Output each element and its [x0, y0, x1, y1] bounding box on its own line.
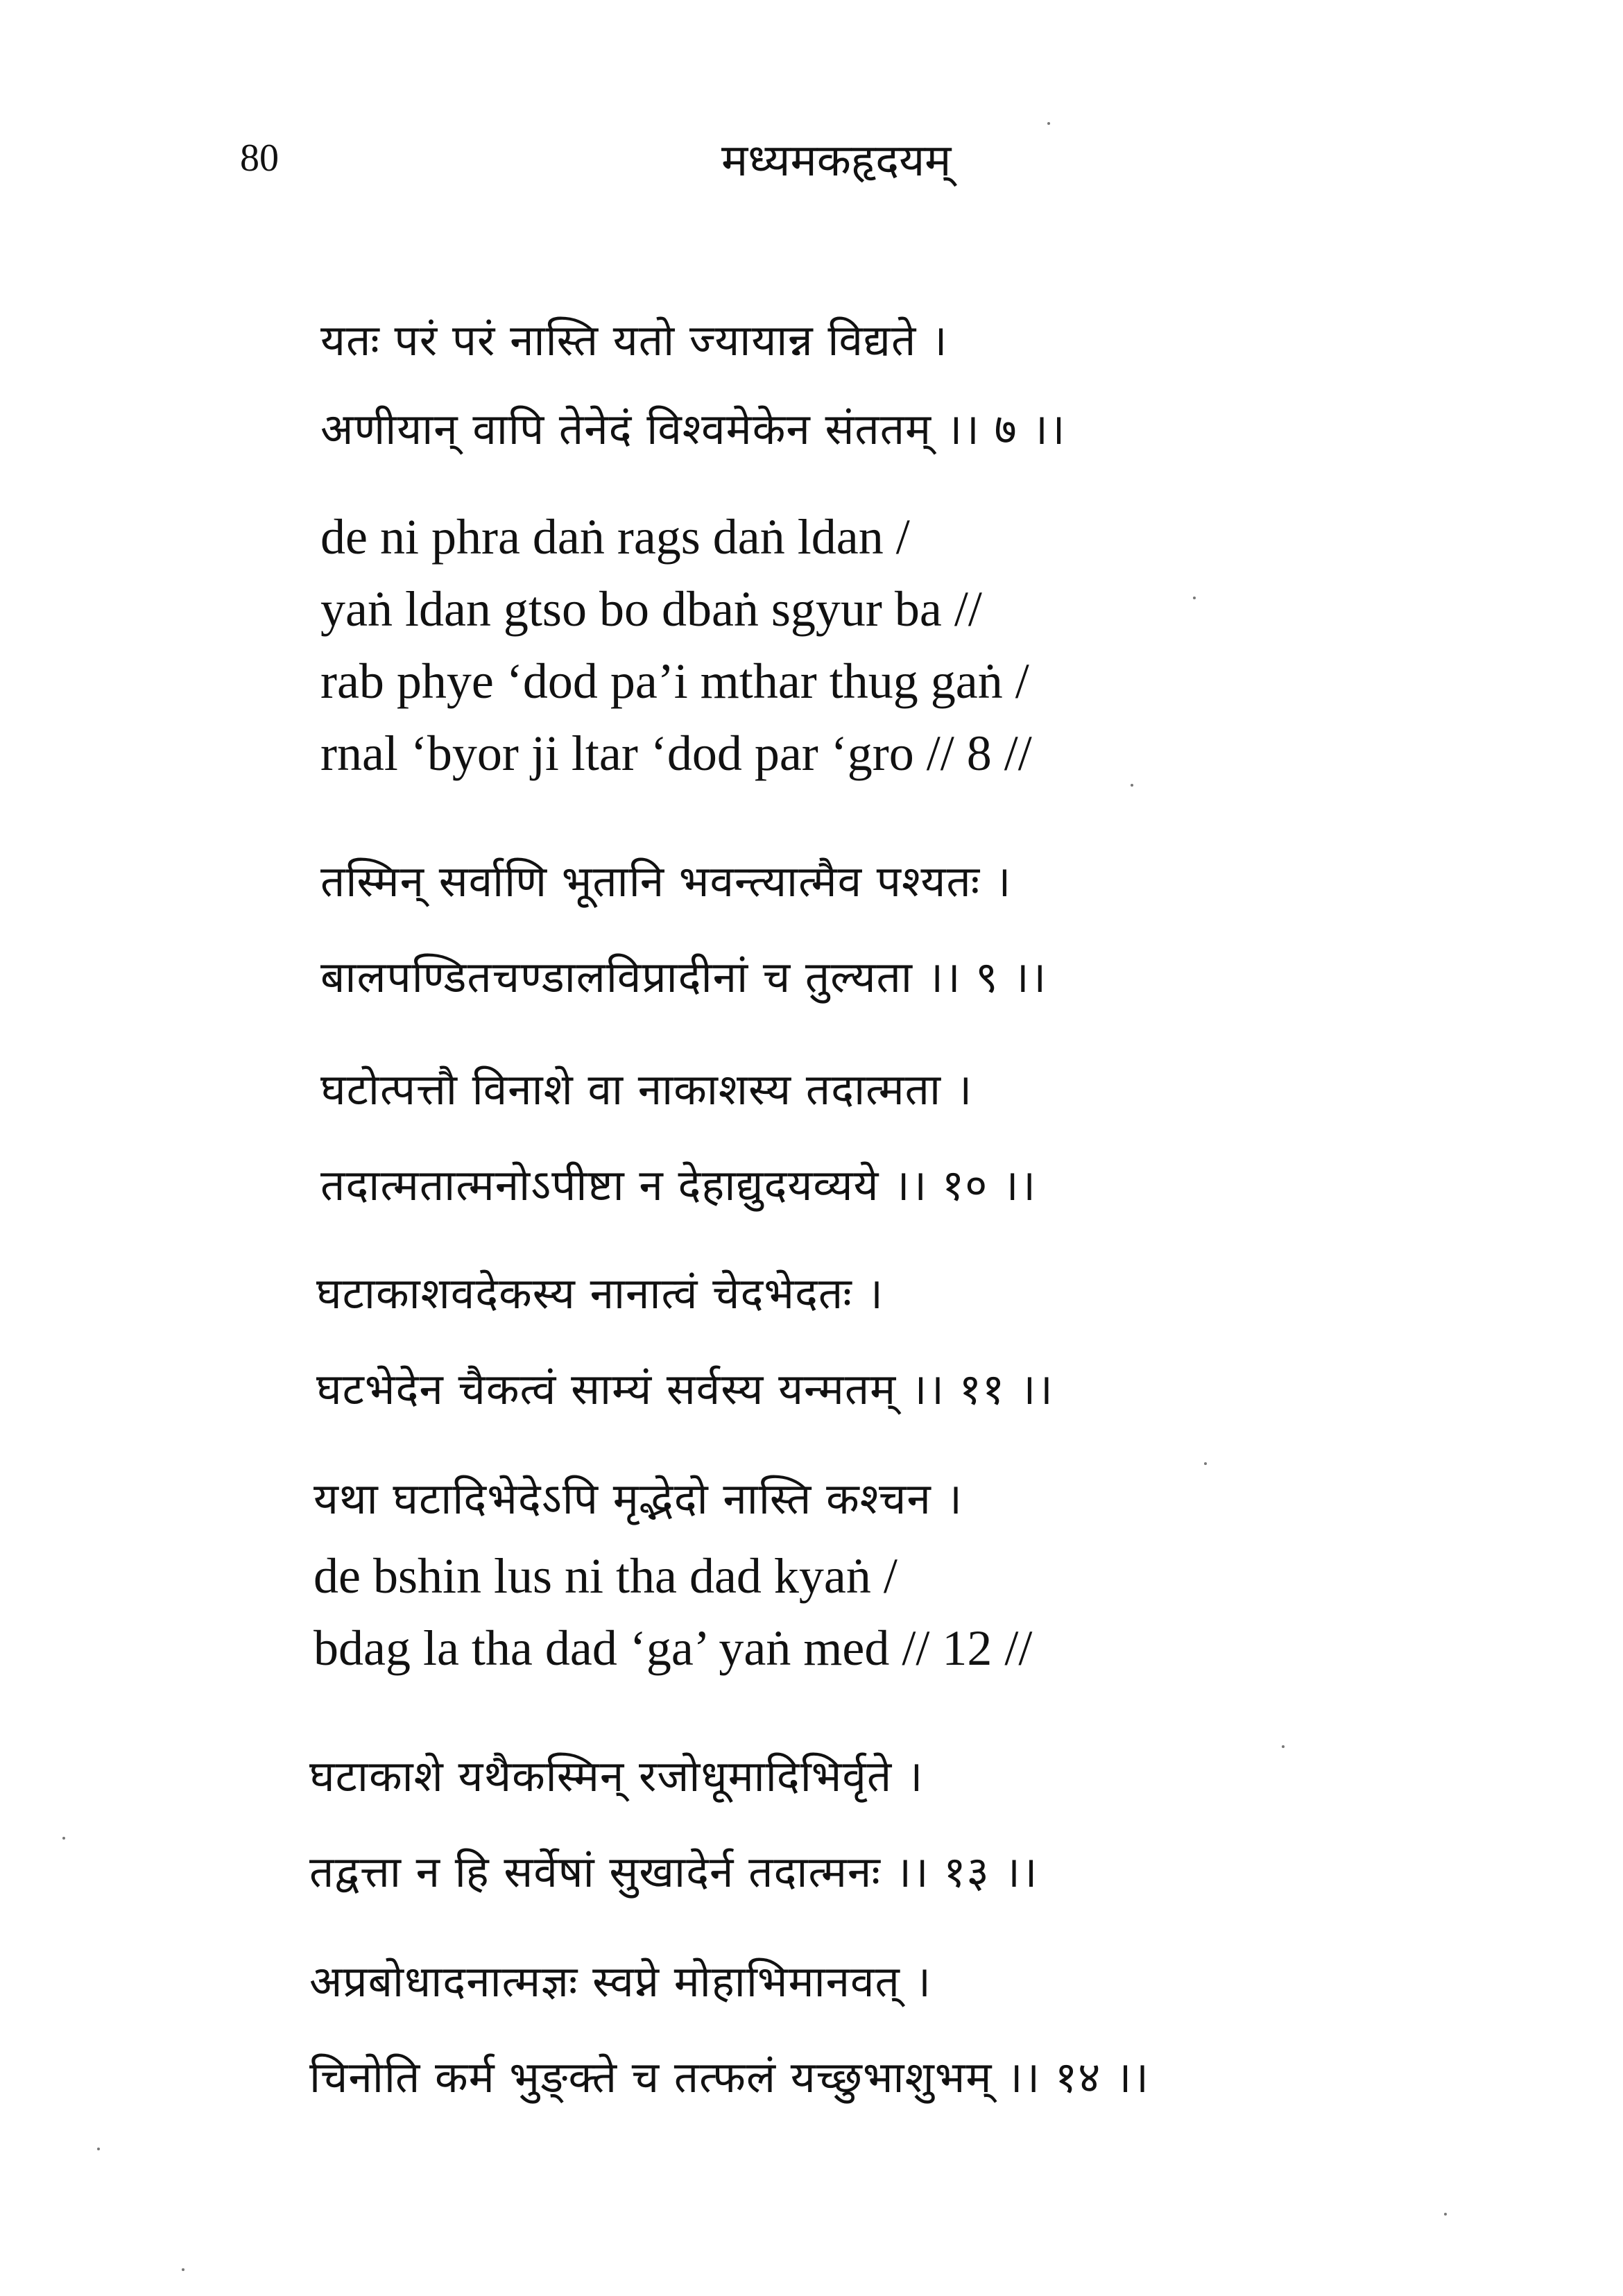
tibetan-verse-12-line-1: de bshin lus ni tha dad kyaṅ /: [314, 1548, 898, 1604]
scan-speck: [1204, 1462, 1207, 1465]
page-number: 80: [240, 137, 279, 180]
verse-9-line-2: बालपण्डितचण्डालविप्रादीनां च तुल्यता ।। ९ ।।: [320, 952, 1047, 1002]
verse-11-line-1: घटाकाशवदेकस्य नानात्वं चेदभेदतः ।: [316, 1268, 884, 1319]
verse-14-line-1: अप्रबोधादनात्मज्ञः स्वप्ने मोहाभिमानवत् ।: [309, 1956, 932, 2007]
scan-speck: [182, 2268, 184, 2271]
scan-speck: [62, 1837, 65, 1840]
verse-14-line-2: चिनोति कर्म भुङ्क्ते च तत्फलं यच्छुभाशुभम् ।। १४ ।।: [309, 2052, 1150, 2102]
verse-13-line-2: तद्वत्ता न हि सर्वेषां सुखादेर्न तदात्मनः ।। १३ ।।: [309, 1847, 1038, 1897]
tibetan-verse-8-line-2: yaṅ ldan gtso bo dbaṅ sgyur ba //: [320, 581, 982, 637]
tibetan-verse-8-line-3: rab phye ‘dod pa’i mthar thug gaṅ /: [320, 653, 1029, 709]
scan-speck: [1193, 597, 1196, 599]
verse-10-line-1: घटोत्पत्तौ विनाशे वा नाकाशस्य तदात्मता ।: [320, 1064, 973, 1115]
verse-13-line-1: घटाकाशे यथैकस्मिन् रजोधूमादिभिर्वृते ।: [309, 1751, 924, 1801]
scan-speck: [1282, 1745, 1285, 1748]
verse-9-line-1: तस्मिन् सर्वाणि भूतानि भवन्त्यात्मैव पश्यतः ।: [320, 856, 1012, 907]
verse-7-line-1: यतः परं परं नास्ति यतो ज्यायान्न विद्यते ।: [320, 315, 948, 366]
scan-speck: [1131, 784, 1133, 787]
verse-12-line-1: यथा घटादिभेदेऽपि मृद्भेदो नास्ति कश्चन ।: [314, 1473, 963, 1524]
verse-10-line-2: तदात्मतात्मनोऽपीष्टा न देहाद्युदयव्यये ।। १० ।।: [320, 1160, 1037, 1210]
verse-11-line-2: घटभेदेन चैकत्वं साम्यं सर्वस्य यन्मतम् ।। ११ ।।: [316, 1364, 1054, 1414]
tibetan-verse-8-line-1: de ni phra daṅ rags daṅ ldan /: [320, 509, 910, 565]
tibetan-verse-8-line-4: rnal ‘byor ji ltar ‘dod par ‘gro // 8 //: [320, 726, 1032, 781]
verse-7-line-2: अणीयान् वापि तेनेदं विश्वमेकेन संततम् ।। ७ ।।: [320, 404, 1066, 454]
scan-speck: [97, 2148, 100, 2150]
tibetan-verse-12-line-2: bdag la tha dad ‘ga’ yaṅ med // 12 //: [314, 1620, 1033, 1676]
scan-speck: [1444, 2213, 1447, 2216]
scan-speck: [1047, 122, 1050, 125]
running-title: मध्यमकहृदयम्: [721, 135, 952, 187]
